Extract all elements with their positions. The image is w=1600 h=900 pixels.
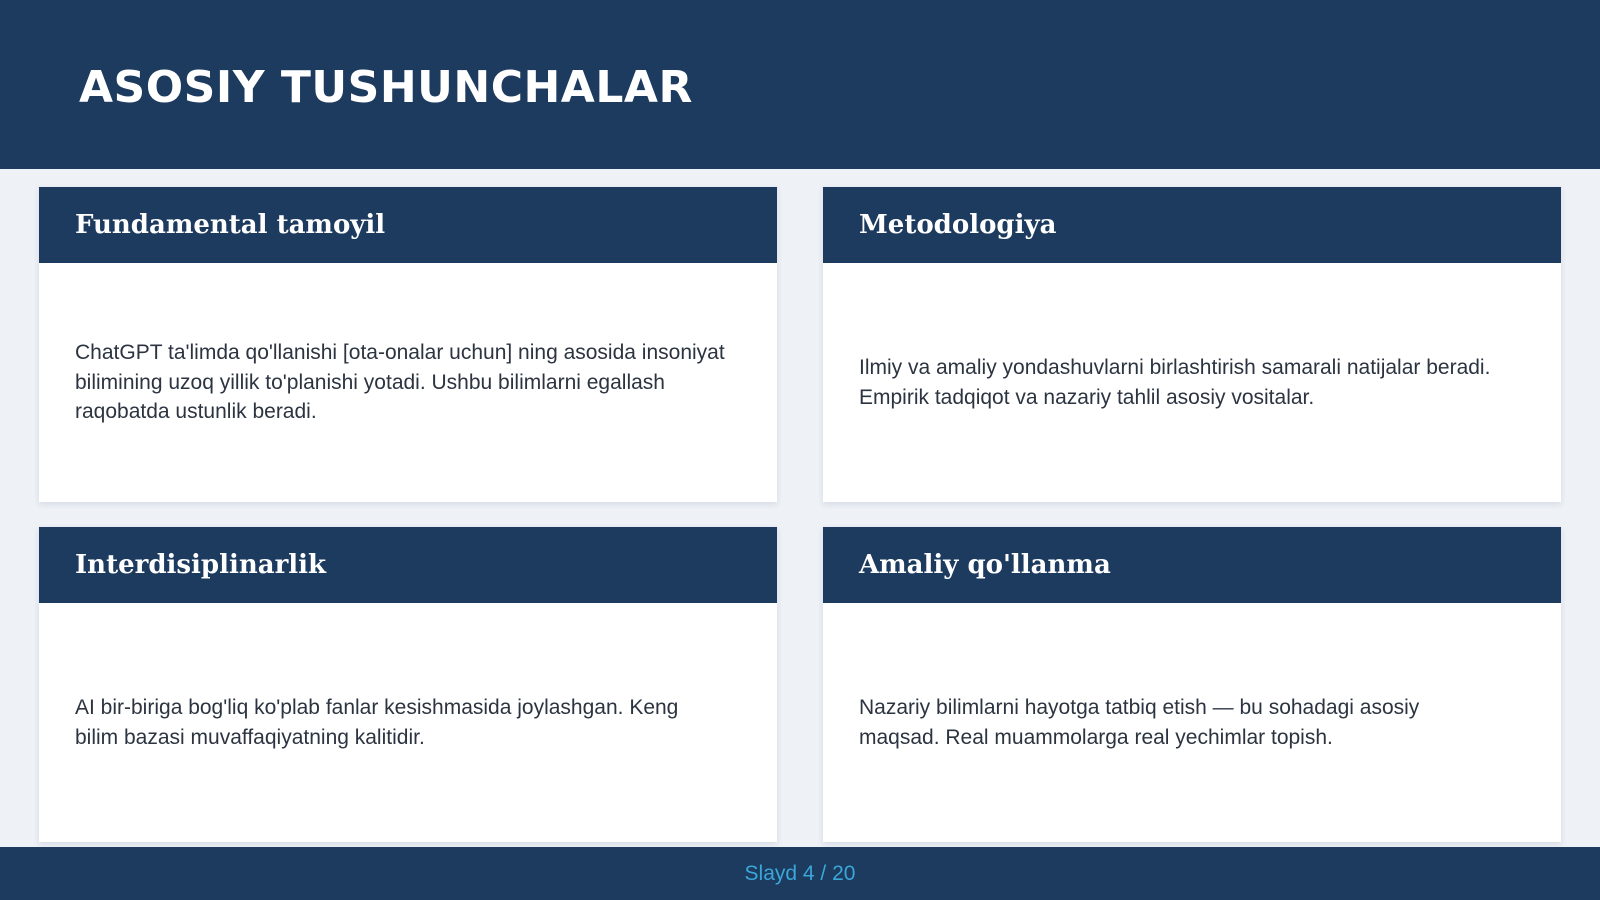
- card-title: Fundamental tamoyil: [75, 210, 386, 240]
- card-title: Metodologiya: [859, 210, 1057, 240]
- slide-header: [0, 0, 1600, 169]
- slide-counter: Slayd 4 / 20: [744, 861, 856, 885]
- card-header: [39, 187, 777, 263]
- card-fundamental: [39, 187, 777, 502]
- card-practical-guide: [823, 527, 1561, 842]
- card-text: Nazariy bilimlarni hayotga tatbiq etish — bu sohadagi asosiy maqsad. Real muammolarga real yechimlar topish.: [859, 696, 1420, 749]
- slide-footer: [0, 847, 1600, 900]
- card-body: [823, 603, 1561, 842]
- card-title: Interdisiplinarlik: [75, 550, 327, 580]
- card-header: [823, 187, 1561, 263]
- card-text: AI bir-biriga bog'liq ko'plab fanlar kesishmasida joylashgan. Keng bilim bazasi muvaffaqiyatning kalitidir.: [75, 696, 679, 749]
- card-body: [823, 263, 1561, 502]
- card-methodology: [823, 187, 1561, 502]
- card-header: [39, 527, 777, 603]
- card-body: [39, 263, 777, 502]
- card-title: Amaliy qo'llanma: [859, 550, 1111, 580]
- card-header: [823, 527, 1561, 603]
- slide-title: ASOSIY TUSHUNCHALAR: [79, 62, 693, 113]
- card-body: [39, 603, 777, 842]
- card-text: Ilmiy va amaliy yondashuvlarni birlashtirish samarali natijalar beradi. Empirik tadqiqot va nazariy tahlil asosiy vositalar.: [859, 356, 1491, 409]
- card-interdisciplinarity: [39, 527, 777, 842]
- card-text: ChatGPT ta'limda qo'llanishi [ota-onalar uchun] ning asosida insoniyat bilimining uzoq yillik to'planishi yotadi. Ushbu bilimlarni egallash raqobatda ustunlik beradi.: [75, 341, 725, 424]
